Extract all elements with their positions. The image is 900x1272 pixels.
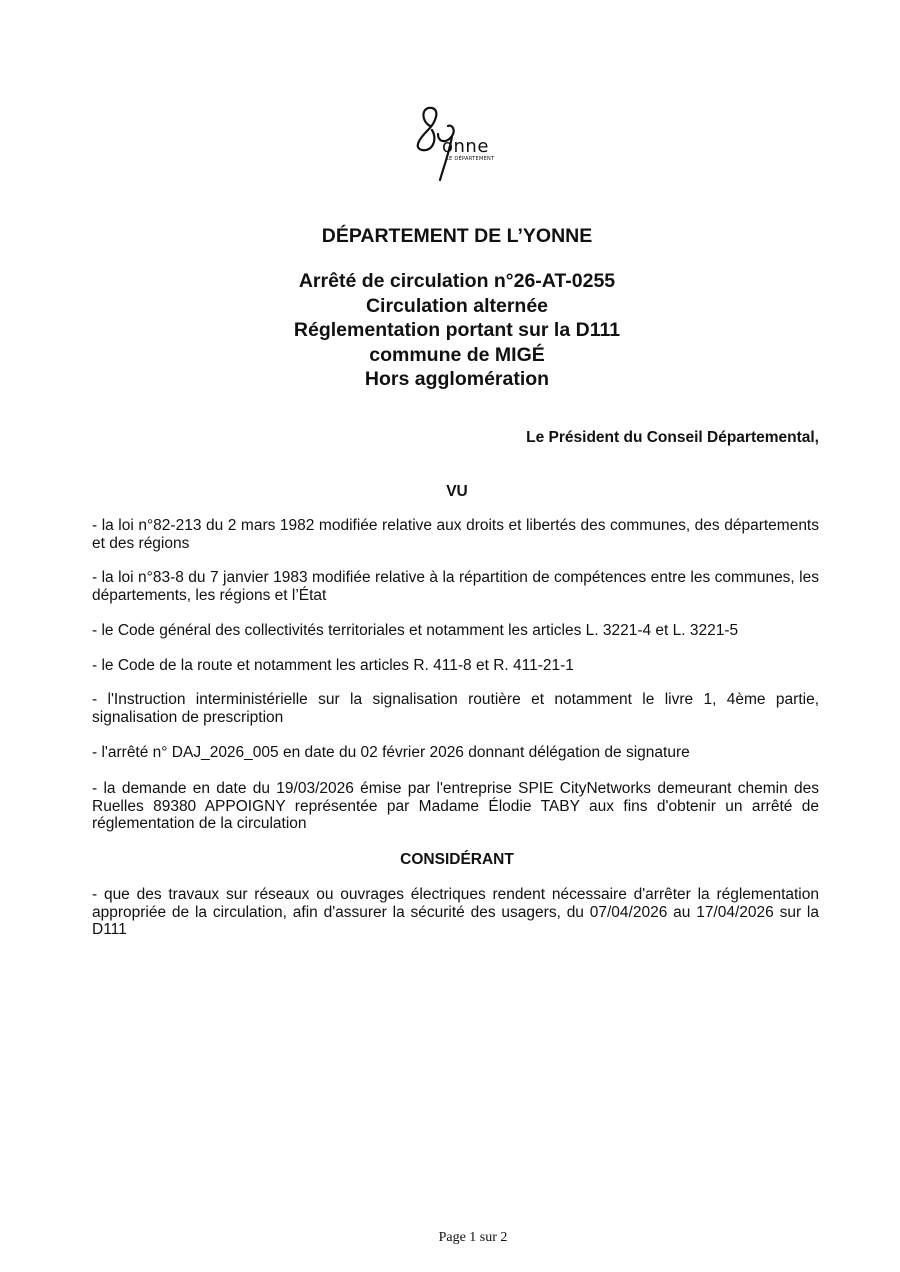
order-title-line: Arrêté de circulation n°26-AT-0255 [298,270,616,292]
considerant-heading: CONSIDÉRANT [400,851,514,868]
considerant-item: - que des travaux sur réseaux ou ouvrages électriques rendent nécessaire d'arrêter la réglementation appropriée de la circulation, afin d'assurer la sécurité des usagers, du 07/04/2026 au 17/04/2026 sur la D111 [92,886,819,938]
yonne-logo [408,100,518,182]
signatory-line: Le Président du Conseil Départemental, [526,429,819,446]
logo-wordmark: onne [442,136,489,157]
order-title-line: Réglementation portant sur la D111 [293,319,621,342]
department-heading: DÉPARTEMENT DE L’YONNE [321,225,593,247]
order-title-line: commune de MIGÉ [369,343,545,366]
vu-item: - la loi n°82-213 du 2 mars 1982 modifiée relative aux droits et libertés des communes, des départements et des régions [92,517,819,552]
page-number: Page 1 sur 2 [438,1230,508,1245]
order-title-line: Circulation alternée [365,294,549,317]
vu-item: - le Code général des collectivités territoriales et notamment les articles L. 3221-4 et L. 3221-5 [92,622,739,639]
vu-heading: VU [446,483,468,500]
vu-item: - le Code de la route et notamment les articles R. 411-8 et R. 411-21-1 [92,657,574,674]
order-title-block [0,269,900,392]
vu-item: - l'Instruction interministérielle sur la signalisation routière et notamment le livre 1, 4ème partie, signalisation de prescription [92,691,819,726]
order-title-line: Hors agglomération [364,368,550,391]
logo-subtitle: LE DÉPARTEMENT [446,156,495,162]
vu-item: - la demande en date du 19/03/2026 émise par l'entreprise SPIE CityNetworks demeurant chemin des Ruelles 89380 APPOIGNY représentée par Madame Élodie TABY aux fins d'obtenir un arrêté de réglementation de la circulation [92,780,819,832]
vu-item: - la loi n°83-8 du 7 janvier 1983 modifiée relative à la répartition de compétences entre les communes, les départements, les régions et l’État [92,569,819,604]
vu-item: - l'arrêté n° DAJ_2026_005 en date du 02 février 2026 donnant délégation de signature [92,744,690,761]
